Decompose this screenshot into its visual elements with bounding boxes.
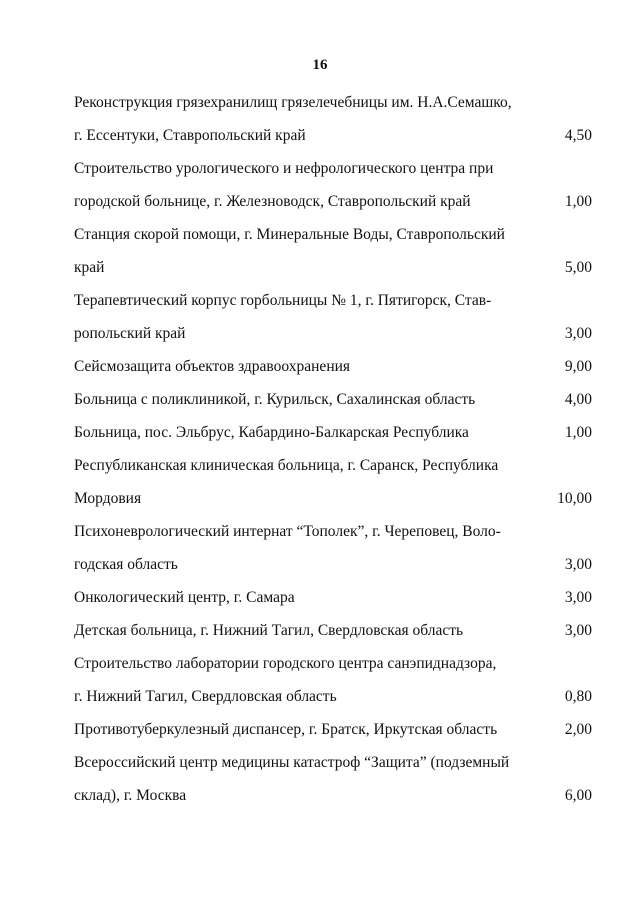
entry-text: Станция скорой помощи, г. Минеральные Воды, Ставропольский xyxy=(74,226,505,243)
entry-line xyxy=(74,449,592,482)
entry-line xyxy=(74,779,592,812)
entry-line xyxy=(74,284,592,317)
entry-list xyxy=(74,86,592,812)
entry-value: 2,00 xyxy=(564,721,592,738)
entry-text: Онкологический центр, г. Самара xyxy=(74,589,295,606)
entry-line xyxy=(74,218,592,251)
entry-text: г. Ессентуки, Ставропольский край xyxy=(74,127,306,144)
entry-line xyxy=(74,119,592,152)
entry-text: Противотуберкулезный диспансер, г. Братск, Иркутская область xyxy=(74,721,498,738)
entry-text: Больница с поликлиникой, г. Курильск, Сахалинская область xyxy=(74,391,476,408)
entry-line xyxy=(74,350,592,383)
entry-value: 10,00 xyxy=(557,490,592,507)
entry-value: 0,80 xyxy=(564,688,592,705)
page-number: 16 xyxy=(312,57,328,73)
entry-text: Психоневрологический интернат “Тополек”, г. Череповец, Воло- xyxy=(74,523,501,540)
entry-text: Больница, пос. Эльбрус, Кабардино-Балкарская Республика xyxy=(74,424,469,441)
entry-line xyxy=(74,647,592,680)
entry-value: 3,00 xyxy=(564,622,592,639)
entry-text: Республиканская клиническая больница, г. Саранск, Республика xyxy=(74,457,499,474)
entry-line xyxy=(74,152,592,185)
entry-value: 1,00 xyxy=(564,193,592,210)
entry-line xyxy=(74,548,592,581)
entry-line xyxy=(74,713,592,746)
entry-text: г. Нижний Тагил, Свердловская область xyxy=(74,688,337,705)
entry-value: 5,00 xyxy=(564,259,592,276)
entry-line xyxy=(74,86,592,119)
entry-value: 6,00 xyxy=(564,787,592,804)
entry-line xyxy=(74,482,592,515)
entry-text: городской больнице, г. Железноводск, Ставропольский край xyxy=(74,193,471,210)
entry-line xyxy=(74,581,592,614)
entry-line xyxy=(74,680,592,713)
entry-text: ропольский край xyxy=(74,325,186,342)
entry-text: Мордовия xyxy=(74,490,142,507)
entry-line xyxy=(74,614,592,647)
entry-text: склад), г. Москва xyxy=(74,787,187,804)
entry-value: 9,00 xyxy=(564,358,592,375)
entry-text: Детская больница, г. Нижний Тагил, Свердловская область xyxy=(74,622,464,639)
entry-line xyxy=(74,515,592,548)
entry-text: край xyxy=(74,259,105,276)
entry-value: 4,00 xyxy=(564,391,592,408)
entry-line xyxy=(74,746,592,779)
entry-text: Реконструкция грязехранилищ грязелечебницы им. Н.А.Семашко, xyxy=(74,94,512,111)
entry-text: Сейсмозащита объектов здравоохранения xyxy=(74,358,351,375)
entry-value: 3,00 xyxy=(564,589,592,606)
entry-line xyxy=(74,416,592,449)
entry-text: Всероссийский центр медицины катастроф “Защита” (подземный xyxy=(74,754,510,771)
entry-value: 3,00 xyxy=(564,556,592,573)
entry-value: 3,00 xyxy=(564,325,592,342)
entry-text: Строительство урологического и нефрологического центра при xyxy=(74,160,494,177)
entry-line xyxy=(74,251,592,284)
entry-text: Строительство лаборатории городского центра санэпиднадзора, xyxy=(74,655,497,672)
entry-value: 4,50 xyxy=(564,127,592,144)
entry-value: 1,00 xyxy=(564,424,592,441)
entry-text: Терапевтический корпус горбольницы № 1, г. Пятигорск, Став- xyxy=(74,292,492,309)
entry-line xyxy=(74,185,592,218)
entry-line xyxy=(74,383,592,416)
entry-line xyxy=(74,317,592,350)
entry-text: годская область xyxy=(74,556,178,573)
